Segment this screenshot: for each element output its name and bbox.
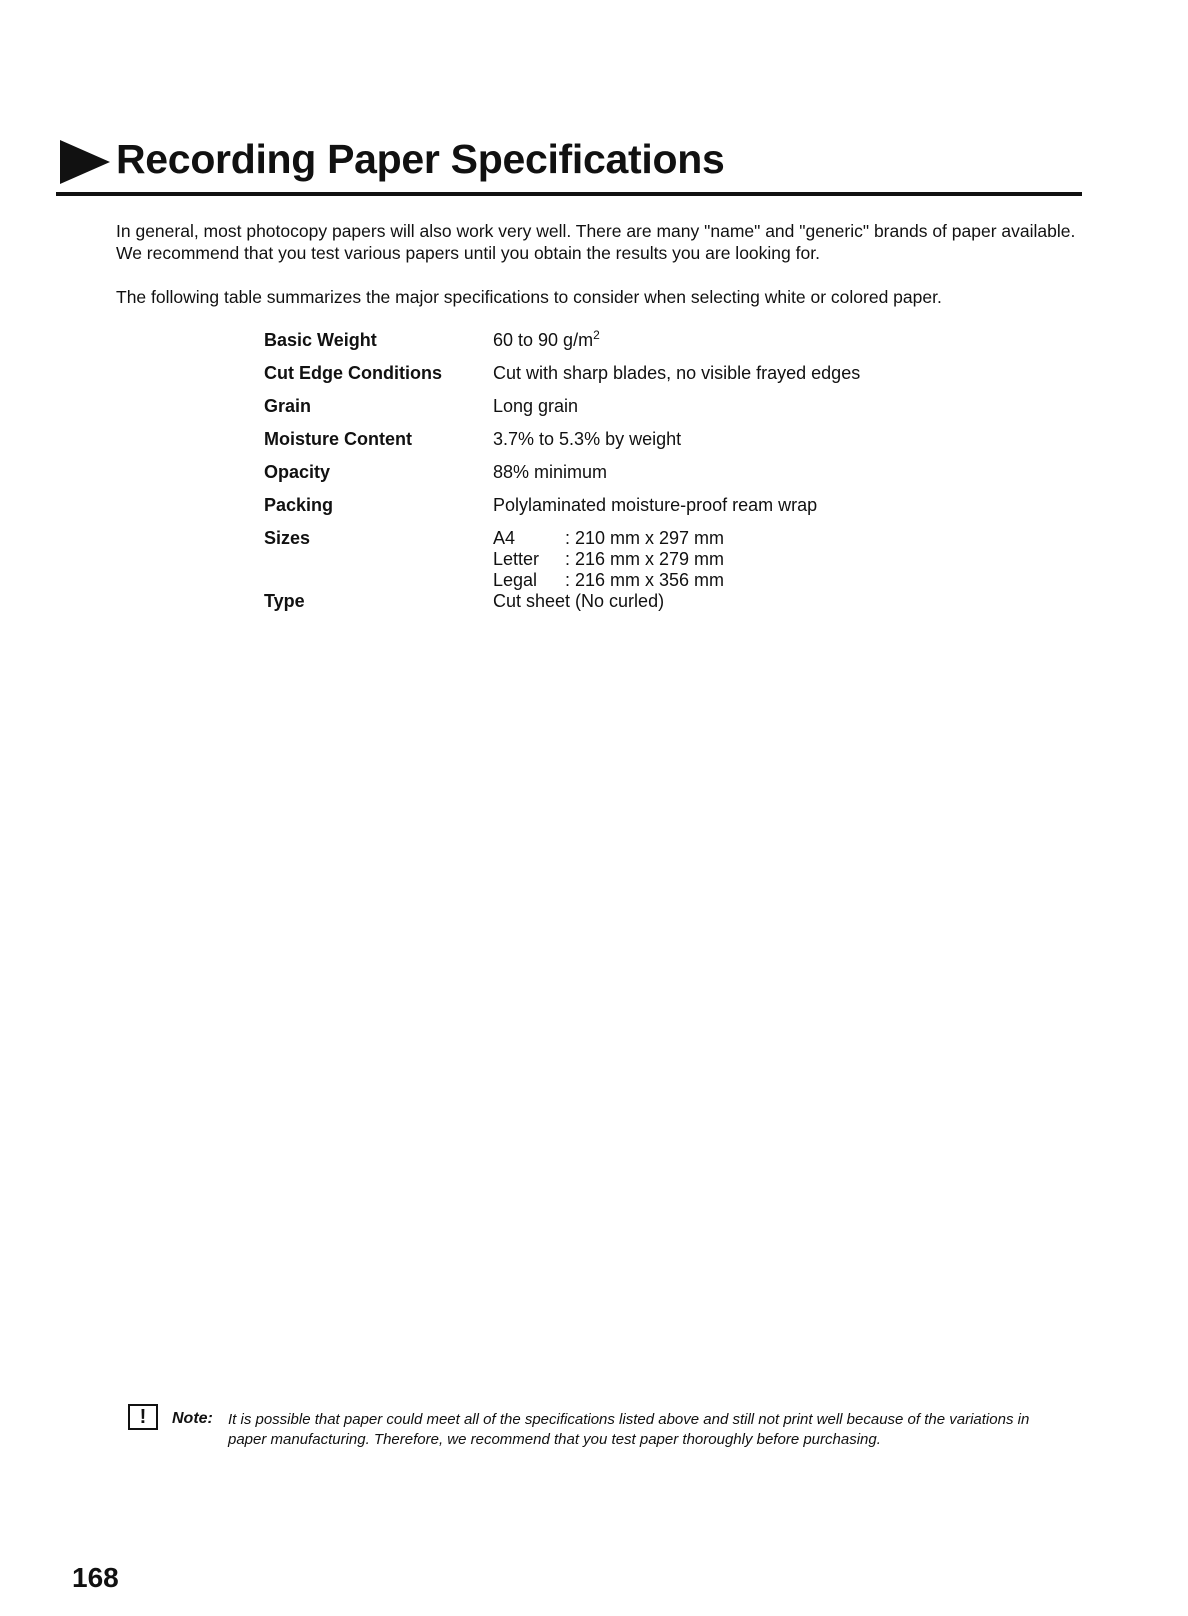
page-number: 168 <box>72 1562 119 1593</box>
spec-label: Grain <box>264 396 312 416</box>
size-name: Letter <box>493 549 540 569</box>
size-dims: : 210 mm x 297 mm <box>565 528 725 548</box>
spec-row-cut-edge <box>264 363 860 396</box>
size-row-letter <box>493 549 860 570</box>
intro-paragraph: In general, most photocopy papers will also work very well. There are many "name" and "generic" brands of paper available. We recommend that you test various papers until you obtain the results you are looking for. <box>116 221 1076 263</box>
spec-value <box>493 330 860 363</box>
spec-value: Long grain <box>493 396 579 416</box>
spec-label: Packing <box>264 495 334 515</box>
spec-table <box>264 330 860 624</box>
spec-row-sizes <box>264 528 860 591</box>
spec-value <box>493 528 860 591</box>
note-label: Note: <box>172 1410 213 1427</box>
spec-value: 3.7% to 5.3% by weight <box>493 429 682 449</box>
size-name: Legal <box>493 570 538 590</box>
spec-label: Basic Weight <box>264 330 377 350</box>
note-block <box>128 1404 1058 1484</box>
size-row-a4 <box>493 528 860 549</box>
spec-value: Polylaminated moisture-proof ream wrap <box>493 495 818 515</box>
exclamation-box-icon: ! <box>128 1404 158 1430</box>
note-text: It is possible that paper could meet all of the specifications listed above and still not print well because of the variations in paper manufacturing. Therefore, we recommend that you test paper thoroughly before purchasing. <box>228 1411 1030 1448</box>
size-name: A4 <box>493 528 516 548</box>
spec-row-basic-weight <box>264 330 860 363</box>
spec-row-opacity <box>264 462 860 495</box>
spec-value: Cut with sharp blades, no visible frayed edges <box>493 363 861 383</box>
page-title: Recording Paper Specifications <box>116 136 725 182</box>
spec-row-moisture <box>264 429 860 462</box>
spec-value: 88% minimum <box>493 462 608 482</box>
spec-row-packing <box>264 495 860 528</box>
superscript-unit: 2 <box>593 328 600 342</box>
sizes-list <box>493 528 860 591</box>
title-divider <box>56 192 1082 196</box>
size-dims: : 216 mm x 356 mm <box>565 570 725 590</box>
arrow-icon <box>60 140 110 184</box>
spec-label: Sizes <box>264 528 311 548</box>
section-header <box>56 136 1082 198</box>
basic-weight-value: 60 to 90 g/m <box>493 330 594 350</box>
spec-value: Cut sheet (No curled) <box>493 591 665 611</box>
spec-label: Opacity <box>264 462 331 482</box>
spec-label: Moisture Content <box>264 429 412 449</box>
size-row-legal <box>493 570 860 591</box>
spec-label: Type <box>264 591 305 611</box>
table-intro-paragraph: The following table summarizes the major specifications to consider when selecting white or colored paper. <box>116 287 942 307</box>
spec-row-type <box>264 591 860 624</box>
spec-label: Cut Edge Conditions <box>264 363 442 383</box>
size-dims: : 216 mm x 279 mm <box>565 549 725 569</box>
spec-row-grain <box>264 396 860 429</box>
